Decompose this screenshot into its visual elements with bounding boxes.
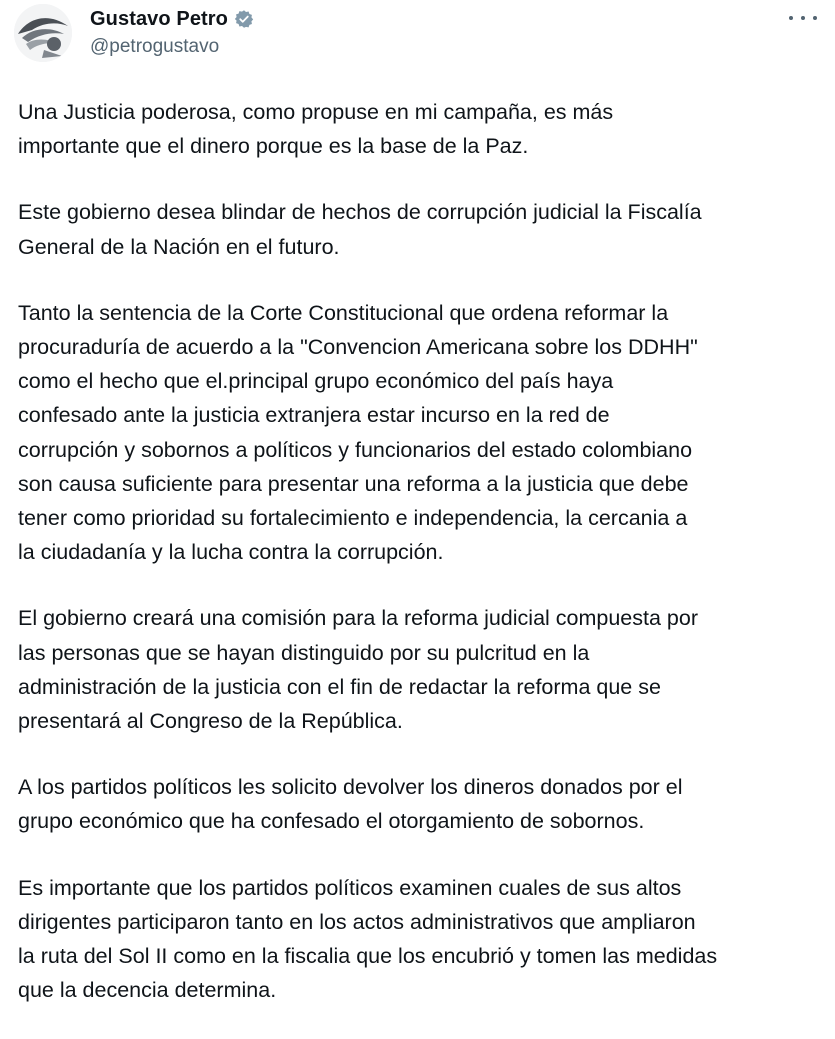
more-dot (801, 16, 805, 20)
more-options-icon[interactable] (789, 8, 817, 28)
more-dot (789, 16, 793, 20)
tweet-paragraph: El gobierno creará una comisión para la reforma judicial compuesta por las personas que se hayan distinguido por su pulcritud en la administración de la justicia con el fin de redactar la reforma que se presentará al Congreso de la República. (18, 606, 698, 734)
tweet-paragraph: Tanto la sentencia de la Corte Constitucional que ordena reformar la procuraduría de acuerdo a la "Convencion Americana sobre los DDHH" como el hecho que el.principal grupo económico del país haya confesado ante la justicia extranjera estar incurso en la red de corrupción y sobornos a políticos y funcionarios del estado colombiano son causa suficiente para presentar una reforma a la justicia que debe tener como prioridad su fortalecimiento e independencia, la cercania a la ciudadanía y la lucha contra la corrupción. (18, 300, 698, 565)
tweet-paragraph: A los partidos políticos les solicito devolver los dineros donados por el grupo económico que ha confesado el otorgamiento de sobornos. (18, 775, 683, 834)
tweet-paragraph: Este gobierno desea blindar de hechos de corrupción judicial la Fiscalía General de la Nación en el futuro. (18, 200, 702, 259)
author-name-row (90, 6, 254, 32)
tweet-header (0, 0, 835, 80)
author-display-name[interactable]: Gustavo Petro (90, 7, 228, 30)
tweet-text (18, 95, 818, 1039)
more-dot (813, 16, 817, 20)
avatar[interactable] (14, 4, 72, 62)
profile-avatar-icon (14, 4, 72, 62)
tweet-paragraph: Una Justicia poderosa, como propuse en mi campaña, es más importante que el dinero porque es la base de la Paz. (18, 100, 614, 159)
verified-badge-icon (234, 9, 254, 29)
author-handle[interactable]: @petrogustavo (90, 36, 220, 57)
tweet-paragraph: Es importante que los partidos políticos examinen cuales de sus altos dirigentes participaron tanto en los actos administrativos que ampliaron la ruta del Sol II como en la fiscalia que los encubrió y tomen las medidas que la decencia determina. (18, 875, 718, 1003)
